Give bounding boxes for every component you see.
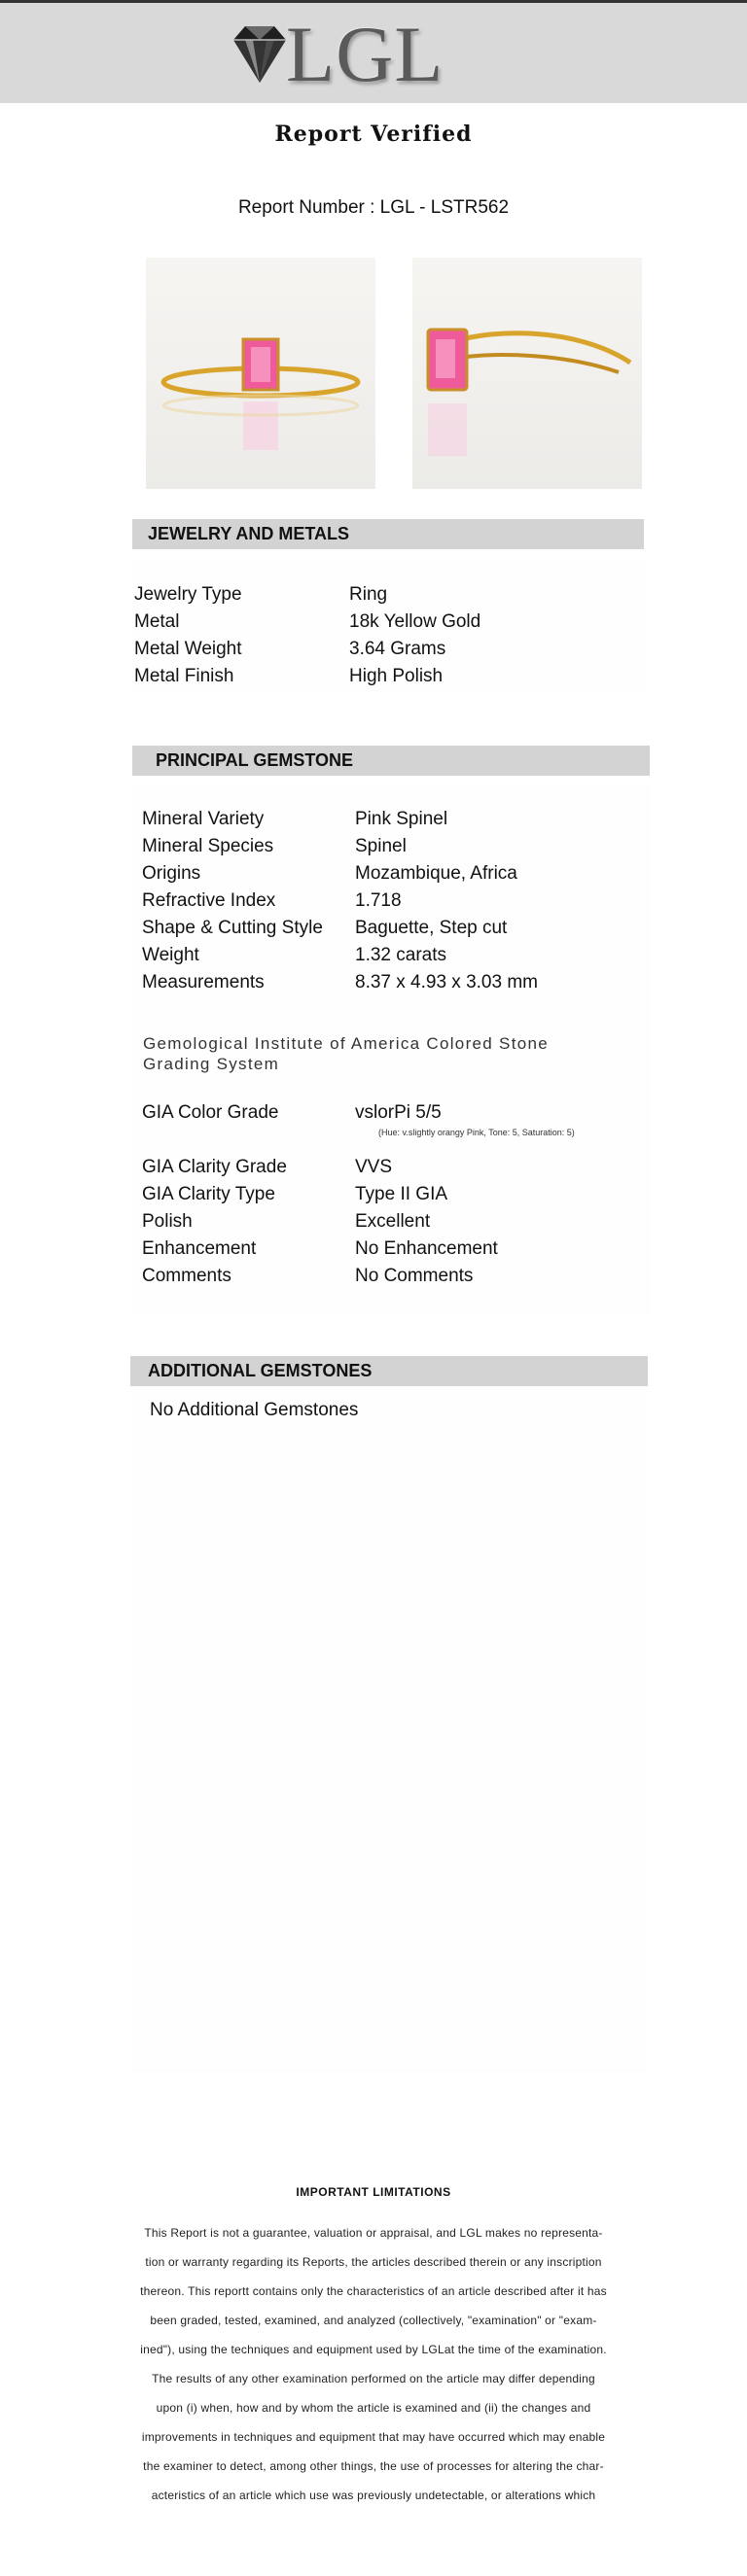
metal-label: Metal [134, 611, 180, 632]
polish-label: Polish [142, 1211, 193, 1232]
weight-label: Weight [142, 945, 199, 965]
limitations-line: This Report is not a guarantee, valuation or appraisal, and LGL makes no representa- [144, 2226, 603, 2240]
origins-value: Mozambique, Africa [355, 863, 517, 884]
refractive-index-value: 1.718 [355, 890, 402, 911]
mineral-variety-value: Pink Spinel [355, 809, 448, 829]
gia-clarity-type-value: Type II GIA [355, 1184, 448, 1204]
principal-section-header: PRINCIPAL GEMSTONE [132, 746, 650, 776]
limitations-line: the examiner to detect, among other things, the use of processes for altering the char- [143, 2459, 604, 2473]
weight-value: 1.32 carats [355, 945, 446, 965]
gia-clarity-type-label: GIA Clarity Type [142, 1184, 275, 1204]
limitations-line: tion or warranty regarding its Reports, the articles described therein or any inscription [145, 2255, 602, 2269]
gia-clarity-grade-label: GIA Clarity Grade [142, 1157, 287, 1177]
gia-grading-heading: Gemological Institute of America Colored Stone Grading System [143, 1034, 549, 1073]
limitations-line: The results of any other examination performed on the article may differ depending [152, 2372, 595, 2385]
limitations-title: IMPORTANT LIMITATIONS [296, 2185, 451, 2199]
ring-side-photo [412, 258, 642, 489]
comments-label: Comments [142, 1266, 231, 1286]
limitations-line: ined"), using the techniques and equipment used by LGLat the time of the examination. [140, 2343, 607, 2356]
limitations-line: been graded, tested, examined, and analyzed (collectively, "examination" or "exam- [150, 2314, 597, 2327]
jewelry-section-header: JEWELRY AND METALS [132, 519, 644, 549]
refractive-index-label: Refractive Index [142, 890, 276, 911]
metal-finish-label: Metal Finish [134, 666, 234, 686]
enhancement-label: Enhancement [142, 1238, 257, 1259]
metal-weight-value: 3.64 Grams [349, 639, 446, 659]
report-number: Report Number : LGL - LSTR562 [237, 197, 510, 218]
jewelry-type-value: Ring [349, 584, 388, 605]
metal-weight-label: Metal Weight [134, 639, 242, 659]
header-bar [0, 0, 747, 103]
ring-front-photo [146, 258, 375, 489]
mineral-variety-label: Mineral Variety [142, 809, 265, 829]
metal-finish-value: High Polish [349, 666, 444, 686]
lgl-logo [226, 10, 479, 98]
gia-clarity-grade-value: VVS [355, 1157, 393, 1177]
polish-value: Excellent [355, 1211, 431, 1232]
additional-panel [130, 1392, 648, 2072]
gia-color-grade-label: GIA Color Grade [142, 1102, 279, 1123]
color-grade-note: (Hue: v.slightly orangy Pink, Tone: 5, Saturation: 5) [378, 1128, 575, 1137]
measurements-value: 8.37 x 4.93 x 3.03 mm [355, 972, 538, 992]
diamond-icon [226, 20, 294, 88]
limitations-line: thereon. This reportt contains only the characteristics of an article described after it has [140, 2284, 607, 2298]
metal-value: 18k Yellow Gold [349, 611, 481, 632]
limitations-line: improvements in techniques and equipment that may have occurred which may enable [141, 2430, 606, 2444]
mineral-species-label: Mineral Species [142, 836, 274, 856]
mineral-species-value: Spinel [355, 836, 407, 856]
origins-label: Origins [142, 863, 201, 884]
gia-color-grade-value: vslorPi 5/5 [355, 1102, 442, 1123]
report-title: Report Verified [274, 122, 473, 147]
limitations-line: upon (i) when, how and by whom the article is examined and (ii) the changes and [156, 2401, 591, 2415]
jewelry-type-label: Jewelry Type [134, 584, 242, 605]
measurements-label: Measurements [142, 972, 265, 992]
logo-text: LGL [286, 10, 445, 98]
limitations-line: acteristics of an article which use was previously undetectable, or alterations which [151, 2489, 596, 2502]
no-additional-gemstones: No Additional Gemstones [150, 1400, 359, 1420]
shape-cut-value: Baguette, Step cut [355, 918, 508, 938]
enhancement-value: No Enhancement [355, 1238, 498, 1259]
shape-cut-label: Shape & Cutting Style [142, 918, 323, 938]
additional-section-header: ADDITIONAL GEMSTONES [130, 1356, 648, 1386]
comments-value: No Comments [355, 1266, 474, 1286]
